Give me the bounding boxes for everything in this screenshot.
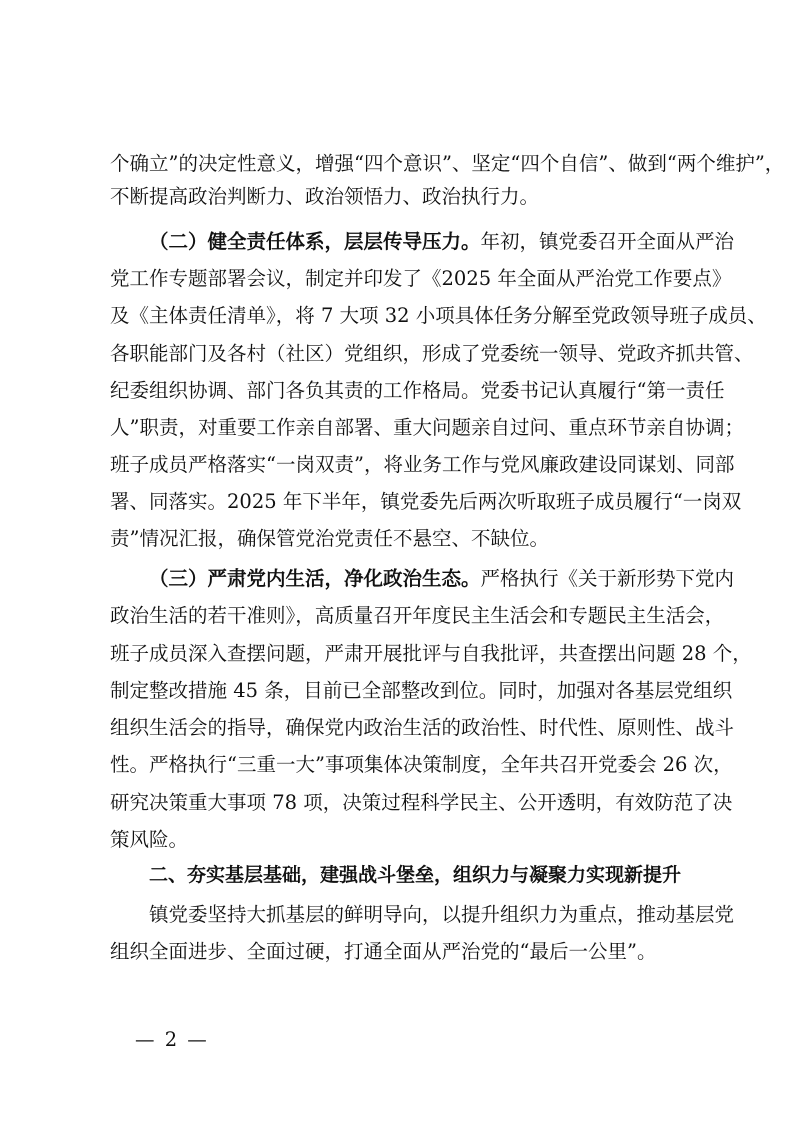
paragraph-1-line-1: 个确立”的决定性意义，增强“四个意识”、坚定“四个自信”、做到“两个维护”， bbox=[110, 152, 785, 175]
paragraph-3-line-2: 政治生活的若干准则》，高质量召开年度民主生活会和专题民主生活会， bbox=[110, 604, 725, 627]
paragraph-2-line-5: 纪委组织协调、部门各负其责的工作格局。党委书记认真履行“第一责任 bbox=[110, 379, 725, 402]
paragraph-3-lead: （三）严肃党内生活，净化政治生态。 bbox=[149, 567, 481, 590]
paragraph-3-line-1 bbox=[149, 566, 735, 592]
paragraph-2-line-3: 及《主体责任清单》，将 7 大项 32 小项具体任务分解至党政领导班子成员、 bbox=[110, 304, 767, 327]
paragraph-2-line-7: 班子成员严格落实“一岗双责”，将业务工作与党风廉政建设同谋划、同部 bbox=[110, 453, 735, 476]
section-heading: 二、夯实基层基础，建强战斗堡垒，组织力与凝聚力实现新提升 bbox=[149, 864, 682, 886]
paragraph-2-line-1 bbox=[149, 229, 735, 255]
paragraph-3-line-1-text: 严格执行《关于新形势下党内 bbox=[480, 567, 735, 590]
paragraph-4-line-2: 组织全面进步、全面过硬，打通全面从严治党的“最后一公里”。 bbox=[110, 940, 657, 963]
paragraph-3-line-5: 组织生活会的指导，确保党内政治生活的政治性、时代性、原则性、战斗 bbox=[110, 716, 735, 739]
paragraph-2-line-8: 署、同落实。2025 年下半年，镇党委先后两次听取班子成员履行“一岗双 bbox=[110, 490, 742, 513]
paragraph-3-line-4: 制定整改措施 45 条，目前已全部整改到位。同时，加强对各基层党组织 bbox=[110, 679, 733, 702]
paragraph-3-line-6: 性。严格执行“三重一大”事项集体决策制度，全年共召开党委会 26 次， bbox=[110, 753, 733, 776]
paragraph-2-line-2: 党工作专题部署会议，制定并印发了《2025 年全面从严治党工作要点》 bbox=[110, 267, 732, 290]
paragraph-2-line-4: 各职能部门及各村（社区）党组织，形成了党委统一领导、党政齐抓共管、 bbox=[110, 342, 754, 365]
paragraph-1-line-2: 不断提高政治判断力、政治领悟力、政治执行力。 bbox=[110, 185, 540, 208]
paragraph-3-line-3: 班子成员深入查摆问题，严肃开展批评与自我批评，共查摆出问题 28 个， bbox=[110, 642, 752, 665]
page-number: — 2 — bbox=[135, 1028, 209, 1051]
paragraph-2-line-6: 人”职责，对重要工作亲自部署、重大问题亲自过问、重点环节亲自协调； bbox=[110, 416, 744, 439]
paragraph-4-line-1: 镇党委坚持大抓基层的鲜明导向，以提升组织力为重点，推动基层党 bbox=[149, 903, 735, 926]
paragraph-3-line-7: 研究决策重大事项 78 项，决策过程科学民主、公开透明，有效防范了决 bbox=[110, 791, 733, 814]
paragraph-3-line-8: 策风险。 bbox=[110, 828, 189, 851]
paragraph-2-line-9: 责”情况汇报，确保管党治党责任不悬空、不缺位。 bbox=[110, 527, 549, 550]
paragraph-2-line-1-text: 年初，镇党委召开全面从严治 bbox=[480, 230, 735, 253]
paragraph-2-lead: （二）健全责任体系，层层传导压力。 bbox=[149, 230, 481, 253]
